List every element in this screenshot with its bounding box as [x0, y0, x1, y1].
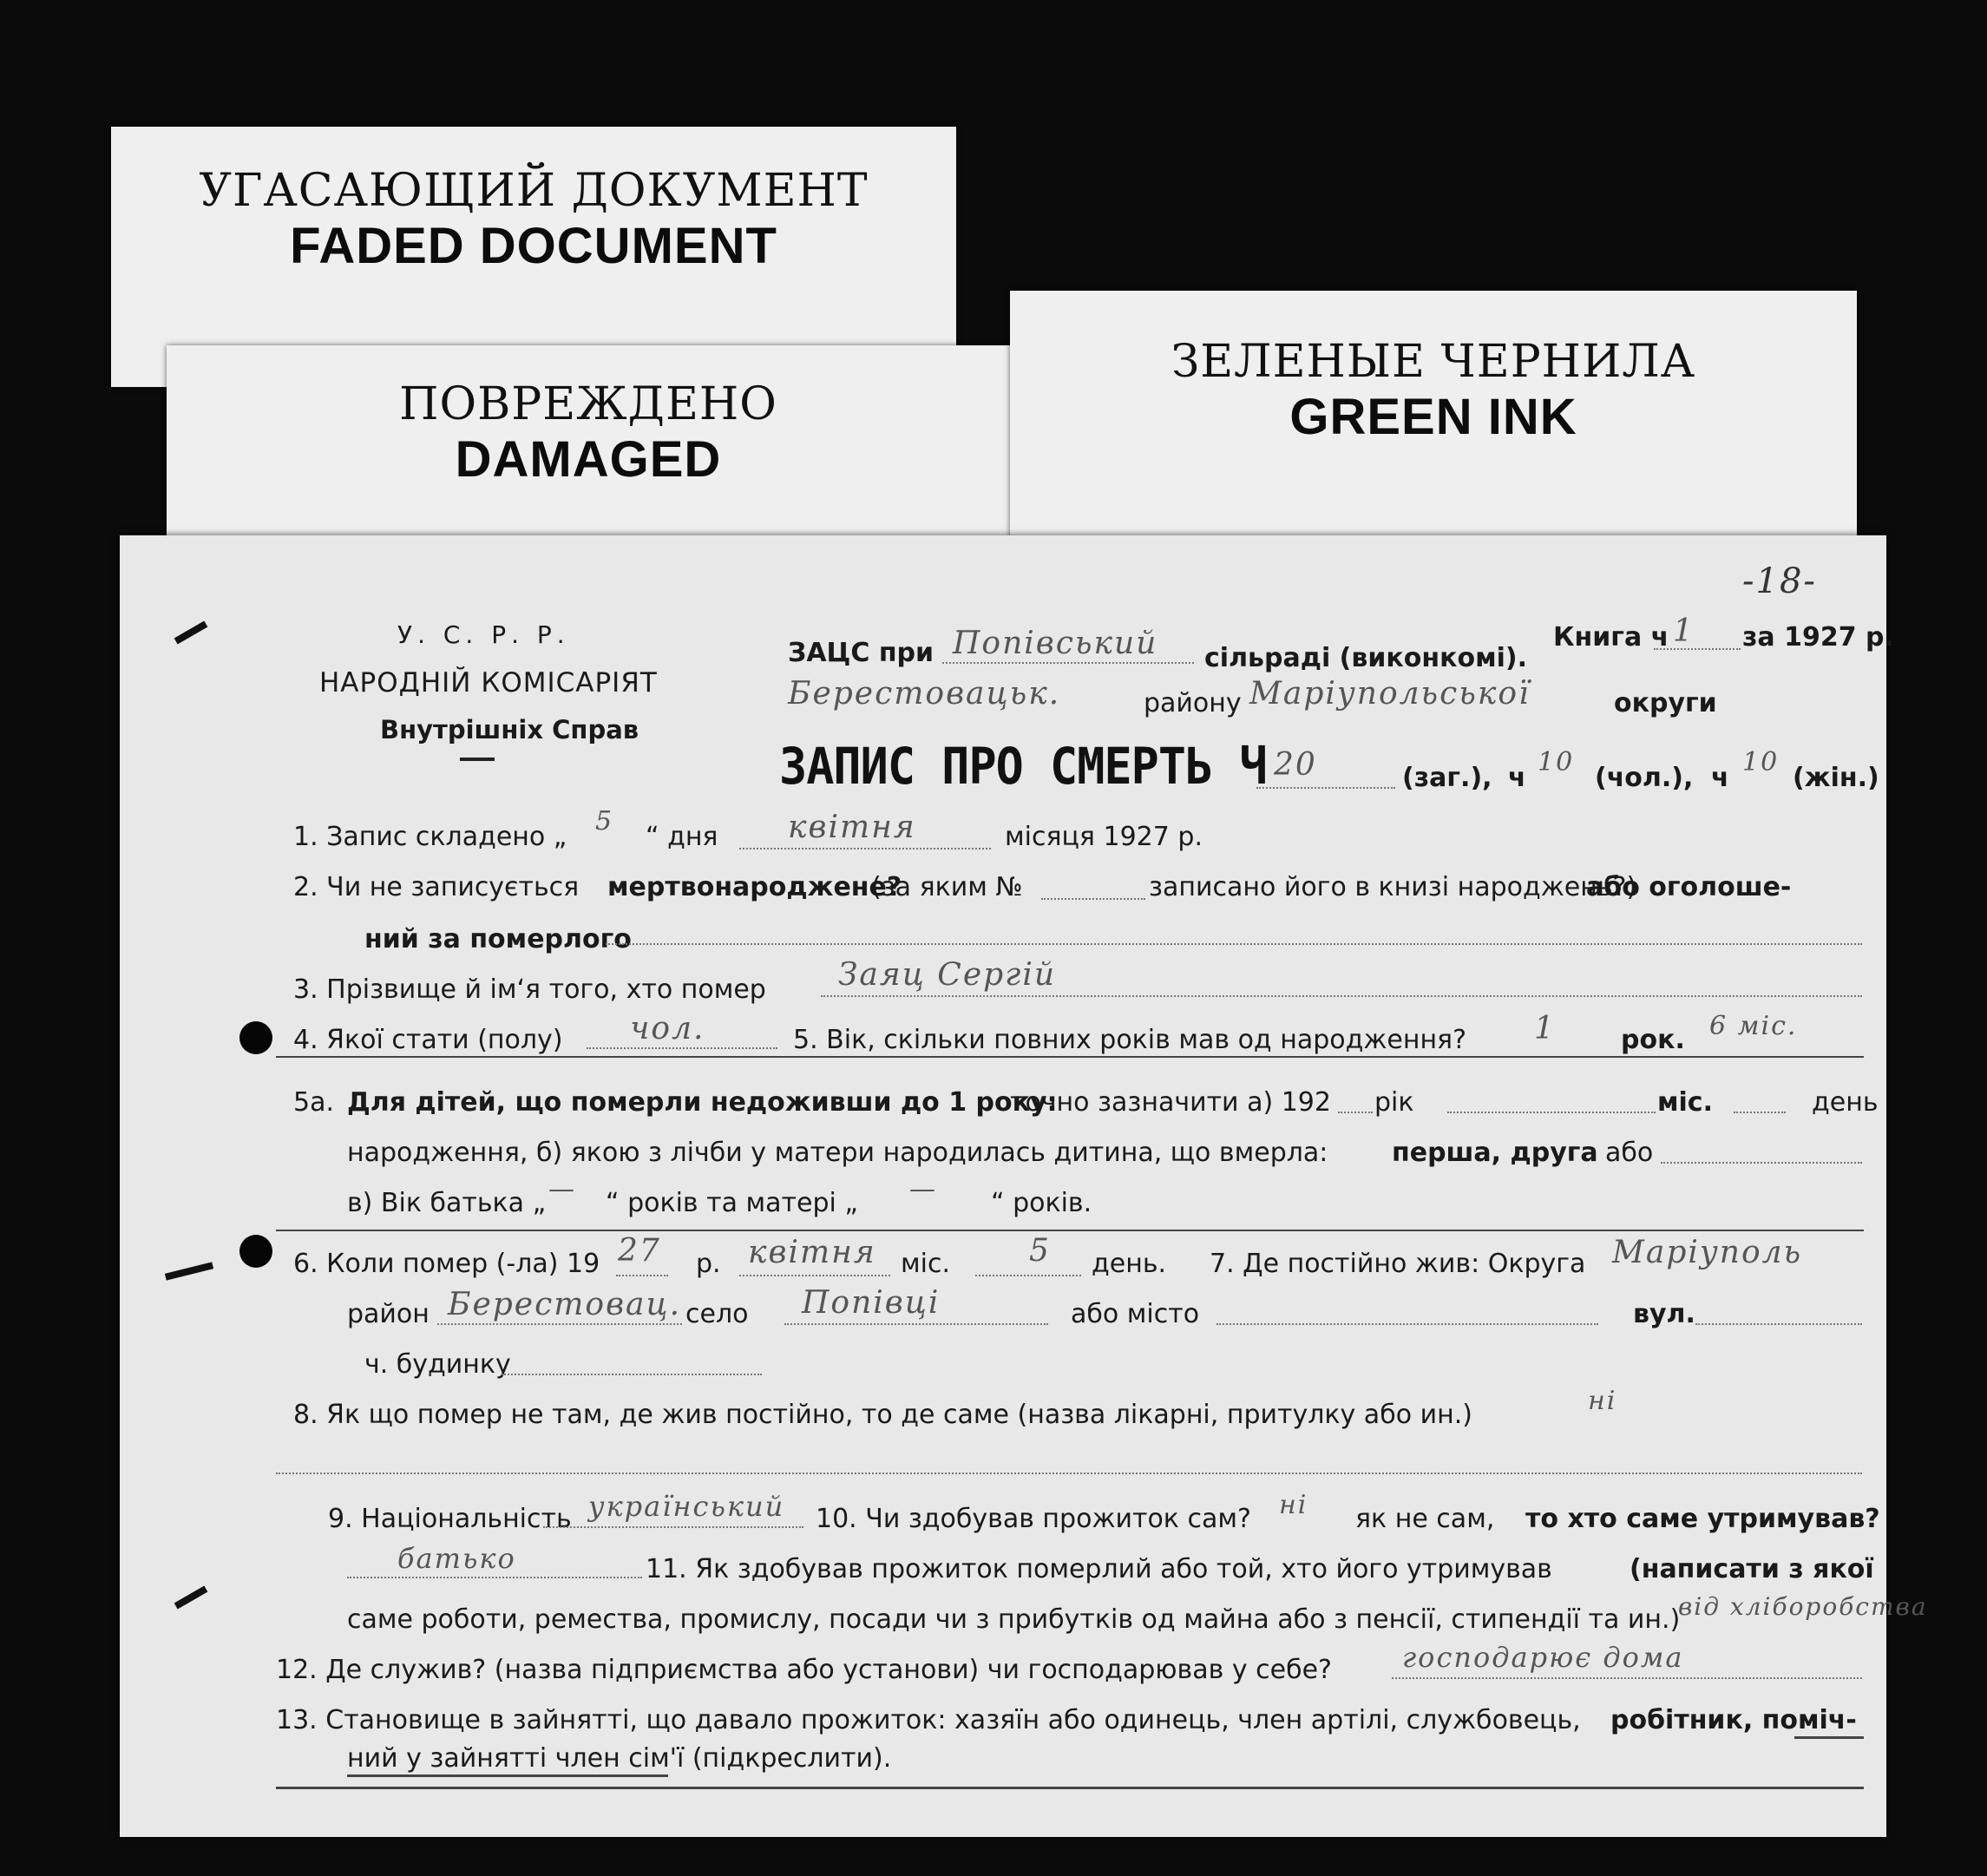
- q1-tail: місяця 1927 р.: [1005, 822, 1203, 852]
- q1-day: 5: [595, 806, 614, 836]
- faded-label-en: FADED DOCUMENT: [290, 218, 777, 274]
- ch2-label: ч: [1711, 763, 1729, 793]
- q5a-text: точно зазначити а) 192: [1010, 1087, 1331, 1118]
- q8-value: ні: [1588, 1386, 1617, 1416]
- q7b-abo: або місто: [1071, 1299, 1200, 1329]
- q3-label: 3. Прізвище й ім‘я того, хто помер: [293, 974, 766, 1005]
- header-divider: [460, 758, 495, 761]
- damaged-label-ru: ПОВРЕЖДЕНО: [399, 378, 777, 430]
- q5a-year-dots: [1338, 1112, 1373, 1113]
- q9-value: український: [588, 1490, 785, 1523]
- death-record-form: [120, 535, 1928, 1837]
- zag-label: (заг.),: [1402, 763, 1492, 793]
- green-label-en: GREEN INK: [1289, 389, 1577, 445]
- q5a-line2-dots: [1661, 1162, 1862, 1164]
- q5a-num: 5а.: [293, 1087, 335, 1118]
- q7-okruga: Маріуполь: [1612, 1235, 1803, 1270]
- silradi-label: сільраді (виконкомі).: [1204, 643, 1527, 673]
- zacs-label: ЗАЦС при: [788, 638, 934, 668]
- q6-day: 5: [1029, 1233, 1051, 1269]
- q10-c: то хто саме утримував?: [1525, 1504, 1880, 1534]
- internal-affairs-label: Внутрішніх Справ: [380, 715, 639, 744]
- kniga-value: 1: [1673, 613, 1695, 649]
- q10-value: ні: [1279, 1490, 1308, 1520]
- q5-years: 1: [1534, 1011, 1556, 1046]
- q12-label: 12. Де служив? (назва підприємства або установи) чи господарював у себе?: [276, 1655, 1332, 1685]
- q5a-bold: Для дітей, що померли недоживши до 1 року:: [347, 1087, 1058, 1118]
- zhin-label: (жін.): [1793, 763, 1879, 793]
- q2-number-dots: [1041, 898, 1145, 900]
- q6-day-dots: [975, 1275, 1081, 1276]
- zhin-number: 10: [1742, 747, 1780, 777]
- punch-hole: [239, 1235, 272, 1268]
- q2-bold-b: або оголоше-: [1586, 872, 1792, 902]
- q11-bold: (написати з якої: [1630, 1554, 1874, 1584]
- tear-mark: [174, 621, 208, 645]
- q7c-dots: [502, 1374, 762, 1375]
- q5a-line3-b: “ років та матері „: [606, 1188, 858, 1218]
- kniga-label: Книга ч: [1553, 622, 1669, 653]
- q5a-mis-dots: [1734, 1112, 1786, 1113]
- q5-months: 6 міс.: [1709, 1011, 1798, 1041]
- green-label-ru: ЗЕЛЕНЫЕ ЧЕРНИЛА: [1171, 336, 1696, 388]
- q13-label: 13. Становище в зайнятті, що давало прожиток: хазяїн або одинець, член артілі, службовець,: [276, 1705, 1581, 1735]
- green-ink-card: [1010, 291, 1857, 551]
- zacs-value: Попівський: [953, 626, 1158, 661]
- za-label: за 1927 р.: [1742, 622, 1894, 653]
- q6-month-dots: [739, 1275, 890, 1276]
- q5-rok: рок.: [1621, 1025, 1685, 1055]
- q5-label: 5. Вік, скільки повних років мав од народження?: [793, 1025, 1467, 1055]
- q5a-rik: рік: [1374, 1087, 1414, 1118]
- q11-who: батько: [397, 1542, 516, 1575]
- q7c-label: ч. будинку: [364, 1349, 511, 1380]
- okruga-value: Маріупольської: [1249, 676, 1531, 712]
- q10-label: 10. Чи здобував прожиток сам?: [816, 1504, 1251, 1534]
- q11b-label: саме роботи, ремества, промислу, посади чи з прибутків од майна або з пенсії, стипендії та ин.): [347, 1604, 1681, 1635]
- q6-r: р.: [696, 1249, 721, 1279]
- damaged-label-en: DAMAGED: [455, 431, 722, 488]
- page-number: -18-: [1742, 561, 1817, 601]
- q2-label-c: записано його в книзі народжень?): [1149, 872, 1637, 902]
- commissariat-label: НАРОДНІЙ КОМІСАРІЯТ: [319, 667, 658, 699]
- q2-label-d: ний за померлого: [364, 924, 632, 954]
- q7b-rayon: район: [347, 1299, 430, 1329]
- q6-label: 6. Коли помер (-ла) 19: [293, 1249, 600, 1279]
- q12-value: господарює дома: [1402, 1641, 1684, 1674]
- q1-label: 1. Запис складено „: [293, 822, 567, 852]
- rayonu-label: району: [1144, 688, 1242, 718]
- q6-mis: міс.: [901, 1249, 950, 1279]
- q11b-value: від хліборобства: [1678, 1592, 1928, 1621]
- punch-hole: [239, 1021, 272, 1054]
- q7b-rayon-dots: [437, 1323, 682, 1325]
- zacs-dots: [942, 662, 1194, 664]
- q4-dots: [587, 1047, 777, 1049]
- q5a-line3-c: “ років.: [991, 1188, 1092, 1218]
- q11-who-dots: [347, 1577, 642, 1578]
- record-number-dots: [1256, 787, 1395, 789]
- q7b-selo: село: [685, 1299, 749, 1329]
- q6-year-dots: [616, 1275, 668, 1276]
- q7b-selo-value: Попівці: [802, 1285, 941, 1321]
- record-number: 20: [1274, 747, 1317, 783]
- q13-underline-pomich: [1794, 1736, 1864, 1739]
- q2-bold-a: мертвонароджене?: [607, 872, 902, 902]
- q12-dots: [1392, 1677, 1862, 1679]
- q5a-rik-dots: [1447, 1112, 1656, 1113]
- q7b-rayon-value: Берестовац.: [448, 1287, 682, 1322]
- okrugi-label: округи: [1614, 688, 1717, 718]
- chol-label: (чол.),: [1595, 763, 1694, 793]
- q6-month: квітня: [748, 1235, 876, 1270]
- ussr-label: У. С. Р. Р.: [397, 620, 570, 649]
- q9-label: 9. Національність: [328, 1504, 572, 1534]
- kniga-dots: [1654, 648, 1741, 650]
- chol-number: 10: [1538, 747, 1575, 777]
- q1-month: квітня: [788, 810, 916, 845]
- q5a-divider: [276, 1230, 1864, 1231]
- tear-mark: [165, 1262, 213, 1280]
- q5a-mis: міс.: [1657, 1087, 1713, 1118]
- q6-year: 27: [618, 1233, 661, 1269]
- q5a-line2-b: або: [1605, 1138, 1654, 1168]
- faded-label-ru: УГАСАЮЩИЙ ДОКУМЕНТ: [199, 165, 869, 217]
- q1-month-dots: [739, 848, 991, 849]
- q2-label-b: (за яким №: [871, 872, 1023, 902]
- q5a-line2-a: народження, б) якою з лічби у матери народилась дитина, що вмерла:: [347, 1138, 1328, 1168]
- ch1-label: ч: [1508, 763, 1526, 793]
- q8-label: 8. Як що помер не там, де жив постійно, то де саме (назва лікарні, притулку або ин.): [293, 1400, 1472, 1430]
- q7-label: 7. Де постійно жив: Округа: [1210, 1249, 1586, 1279]
- q3-dots: [821, 995, 1862, 997]
- q2-dots: [606, 943, 1862, 945]
- form-bottom-line: [276, 1787, 1864, 1789]
- q13-underline: [347, 1774, 668, 1777]
- q11-label: 11. Як здобував прожиток померлий або той, хто його утримував: [646, 1554, 1552, 1584]
- q6-den: день.: [1092, 1249, 1167, 1279]
- q2-label-a: 2. Чи не записується: [293, 872, 580, 902]
- rayon-value: Берестовацьк.: [788, 676, 1061, 712]
- record-title: ЗАПИС ПРО СМЕРТЬ Ч: [779, 737, 1267, 796]
- q5a-den: день: [1812, 1087, 1879, 1118]
- q4-label: 4. Якої стати (полу): [293, 1025, 563, 1055]
- q7b-vul: вул.: [1633, 1299, 1695, 1329]
- q7b-vul-dots: [1695, 1323, 1862, 1325]
- q8-dots: [276, 1473, 1862, 1474]
- q4-value: чол.: [630, 1011, 705, 1046]
- q13-bold: робітник, поміч-: [1610, 1705, 1857, 1735]
- q1-mid: “ дня: [646, 822, 718, 852]
- q4-divider: [276, 1056, 1864, 1058]
- tear-mark: [174, 1586, 208, 1610]
- q5a-line3-a: в) Вік батька „: [347, 1188, 547, 1218]
- q9-dots: [543, 1526, 803, 1528]
- q5a-mother: —: [909, 1174, 937, 1204]
- q7b-selo-dots: [784, 1323, 1048, 1325]
- q5a-father: —: [548, 1174, 576, 1204]
- q13-line2: ний у зайнятті член сім'ї (підкреслити).: [347, 1743, 892, 1774]
- q10-b: як не сам,: [1355, 1504, 1495, 1534]
- q7b-misto-dots: [1216, 1323, 1598, 1325]
- q5a-line2-bold: перша, друга: [1392, 1138, 1598, 1168]
- q3-value: Заяц Сергій: [838, 957, 1057, 993]
